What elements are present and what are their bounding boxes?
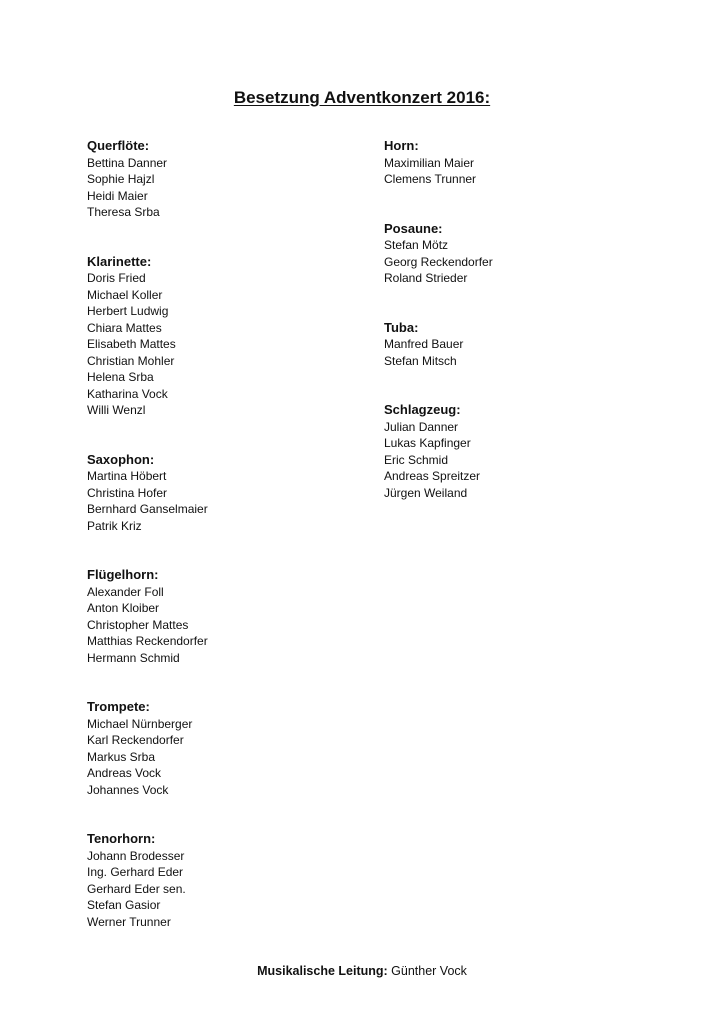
section-title-saxophon: Saxophon: xyxy=(87,451,155,467)
member-name: Johannes Vock xyxy=(87,782,169,797)
member-name: Bernhard Ganselmaier xyxy=(87,502,208,516)
member-list-saxophon xyxy=(87,468,208,534)
section-trompete xyxy=(87,699,208,798)
section-saxophon xyxy=(87,452,208,535)
member-name: Eric Schmid xyxy=(384,452,449,467)
member-name: Roland Strieder xyxy=(384,271,468,285)
member-name: Theresa Srba xyxy=(87,205,160,219)
member-name: Maximilian Maier xyxy=(384,155,475,170)
musical-director-label: Musikalische Leitung: xyxy=(257,964,388,978)
member-name: Anton Kloiber xyxy=(87,601,160,615)
section-horn xyxy=(384,138,493,188)
member-name: Christina Hofer xyxy=(87,485,168,500)
member-name: Michael Nürnberger xyxy=(87,716,193,731)
member-name: Herbert Ludwig xyxy=(87,304,169,318)
right-column xyxy=(384,138,493,534)
member-name: Jürgen Weiland xyxy=(384,485,468,500)
member-name: Sophie Hajzl xyxy=(87,172,155,186)
member-list-posaune xyxy=(384,237,493,287)
member-name: Georg Reckendorfer xyxy=(384,254,493,269)
section-title-querfloete: Querflöte: xyxy=(87,138,150,153)
section-posaune xyxy=(384,221,493,287)
member-name: Elisabeth Mattes xyxy=(87,337,176,351)
section-tenorhorn xyxy=(87,831,208,930)
member-name: Andreas Spreitzer xyxy=(384,469,481,483)
member-name: Heidi Maier xyxy=(87,188,148,203)
member-name: Chiara Mattes xyxy=(87,320,162,335)
section-title-tuba: Tuba: xyxy=(384,319,419,335)
member-name: Clemens Trunner xyxy=(384,172,477,186)
musical-director-name: Günther Vock xyxy=(387,964,467,978)
section-title-tenorhorn: Tenorhorn: xyxy=(87,831,156,846)
section-querfloete xyxy=(87,138,208,221)
member-name: Michael Koller xyxy=(87,287,163,302)
section-title-klarinette: Klarinette: xyxy=(87,253,152,269)
member-name: Willi Wenzl xyxy=(87,403,146,417)
member-name: Stefan Mitsch xyxy=(384,353,457,368)
section-klarinette xyxy=(87,254,208,419)
member-name: Doris Fried xyxy=(87,271,146,285)
member-name: Stefan Mötz xyxy=(384,238,449,252)
member-list-querfloete xyxy=(87,155,208,221)
section-schlagzeug xyxy=(384,402,493,501)
section-title-schlagzeug: Schlagzeug: xyxy=(384,402,461,417)
member-name: Julian Danner xyxy=(384,419,459,434)
member-name: Markus Srba xyxy=(87,749,156,764)
member-name: Christopher Mattes xyxy=(87,617,189,632)
member-list-tuba xyxy=(384,336,493,369)
member-name: Patrik Kriz xyxy=(87,518,142,533)
member-name: Werner Trunner xyxy=(87,914,171,929)
member-name: Christian Mohler xyxy=(87,353,175,368)
left-column xyxy=(87,138,208,963)
section-title-posaune: Posaune: xyxy=(384,220,443,236)
member-name: Johann Brodesser xyxy=(87,848,185,863)
section-tuba xyxy=(384,320,493,370)
member-list-trompete xyxy=(87,716,208,799)
section-fluegelhorn xyxy=(87,567,208,666)
member-name: Hermann Schmid xyxy=(87,650,180,665)
section-title-trompete: Trompete: xyxy=(87,699,150,714)
member-name: Ing. Gerhard Eder xyxy=(87,865,184,879)
member-list-schlagzeug xyxy=(384,419,493,502)
member-name: Katharina Vock xyxy=(87,386,168,401)
page-title: Besetzung Adventkonzert 2016: xyxy=(233,88,491,107)
member-list-horn xyxy=(384,155,493,188)
section-title-fluegelhorn: Flügelhorn: xyxy=(87,567,159,582)
member-name: Andreas Vock xyxy=(87,766,162,780)
member-name: Gerhard Eder sen. xyxy=(87,881,186,896)
member-list-klarinette xyxy=(87,270,208,419)
member-name: Lukas Kapfinger xyxy=(384,436,471,450)
member-name: Matthias Reckendorfer xyxy=(87,634,208,648)
member-name: Helena Srba xyxy=(87,370,154,384)
musical-director-line xyxy=(0,964,724,978)
member-name: Alexander Foll xyxy=(87,584,164,599)
member-name: Manfred Bauer xyxy=(384,337,464,351)
member-name: Martina Höbert xyxy=(87,469,167,483)
member-name: Karl Reckendorfer xyxy=(87,733,184,747)
section-title-horn: Horn: xyxy=(384,138,419,153)
member-list-fluegelhorn xyxy=(87,584,208,667)
member-name: Stefan Gasior xyxy=(87,898,161,912)
member-name: Bettina Danner xyxy=(87,155,168,170)
member-list-tenorhorn xyxy=(87,848,208,931)
